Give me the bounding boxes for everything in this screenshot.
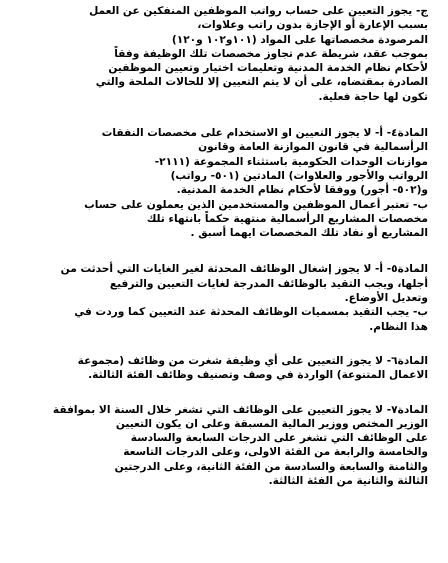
- text-line: تكون لها حاجة فعلية.: [318, 90, 428, 103]
- text-line: بسبب الإعارة أو الإجازة بدون راتب وعلاوات،: [197, 19, 428, 32]
- text-line: الرواتب والأجور والعلاوات) المادتين (٥٠١- رواتب): [170, 169, 428, 182]
- text-line: المرصودة مخصصاتها على المواد (١٠١و١٠٢ و١٢٠): [171, 33, 428, 46]
- text-line: المشاريع أو نفاد تلك المخصصات ايهما أسبق .: [190, 227, 428, 240]
- text-line: بموجب عقد، شريطة عدم تجاوز مخصصات تلك الوظيفة وفقاً: [114, 47, 428, 60]
- text-line: و(٥٠٢- أجور) ووفقا لأحكام نظام الخدمة المدنية.: [176, 184, 428, 197]
- text-line: الرأسمالية في قانون الموازنة العامة وقانون: [198, 141, 428, 154]
- text-line: المادة٥- أ- لا يجوز إشغال الوظائف المحدثة لغير الغايات التي أحدثت من: [60, 263, 428, 276]
- text-line: هذا النظام.: [369, 320, 428, 333]
- text-line: والثامنة والسابعة والسادسة من الفئة الثانية، وعلى الدرجتين: [114, 460, 428, 473]
- paragraph-j: [24, 4, 428, 104]
- text-line: ب- تعتبر أعمال الموظفين والمستخدمين الذين يعملون على حساب: [84, 198, 428, 211]
- article-7: [24, 403, 428, 489]
- text-line: أجلها، ويجب التقيد بالوظائف المدرجة لغايات التعيين والترفيع: [109, 277, 428, 290]
- text-line: المادة٤- أ- لا يجوز التعيين او الاستخدام على مخصصات النفقات: [101, 127, 428, 140]
- text-line: الثالثة والثانية من الفئة الثالثة.: [268, 475, 428, 488]
- text-line: الاعمال المتنوعة) الواردة في وصف وتصنيف وظائف الفئة الثالثة.: [88, 369, 428, 382]
- article-4: [24, 126, 428, 240]
- text-line: وتعديل الأوضاع.: [344, 292, 428, 305]
- text-line: المادة٦- لا يجوز التعيين على أي وظيفة شغرت من وظائف (مجموعة: [77, 354, 428, 367]
- article-6: [24, 354, 428, 383]
- text-line: الصادرة بمقتضاه، على أن لا يتم التعيين إلا للحالات الملحة والتي: [95, 76, 428, 89]
- text-line: ب- يجب التقيد بمسميات الوظائف المحدثة عند التعيين كما وردت في: [74, 306, 428, 319]
- text-line: لأحكام نظام الخدمة المدنية وتعليمات اختيار وتعيين الموظفين: [108, 62, 428, 75]
- text-line: على الوظائف التي تشغر على الدرجات السابعة والسادسة: [130, 432, 428, 445]
- text-line: والخامسة والرابعة من الفئة الاولى، وعلى الدرجات التاسعة: [123, 446, 428, 459]
- text-line: الوزير المختص ووزير المالية المسبقة وعلى ان يكون التعيين: [115, 417, 428, 430]
- text-line: موازنات الوحدات الحكومية باستثناء المجموعة (٢١١١-: [154, 155, 428, 168]
- text-line: ج- يجوز التعيين على حساب رواتب الموظفين المنفكين عن العمل: [89, 5, 428, 17]
- text-line: المادة٧- لا يجوز التعيين على الوظائف التي تشغر خلال السنة الا بموافقة: [52, 403, 428, 416]
- article-5: [24, 262, 428, 333]
- text-line: مخصصات المشاريع الرأسمالية منتهية حكماً بانتهاء تلك: [146, 212, 428, 225]
